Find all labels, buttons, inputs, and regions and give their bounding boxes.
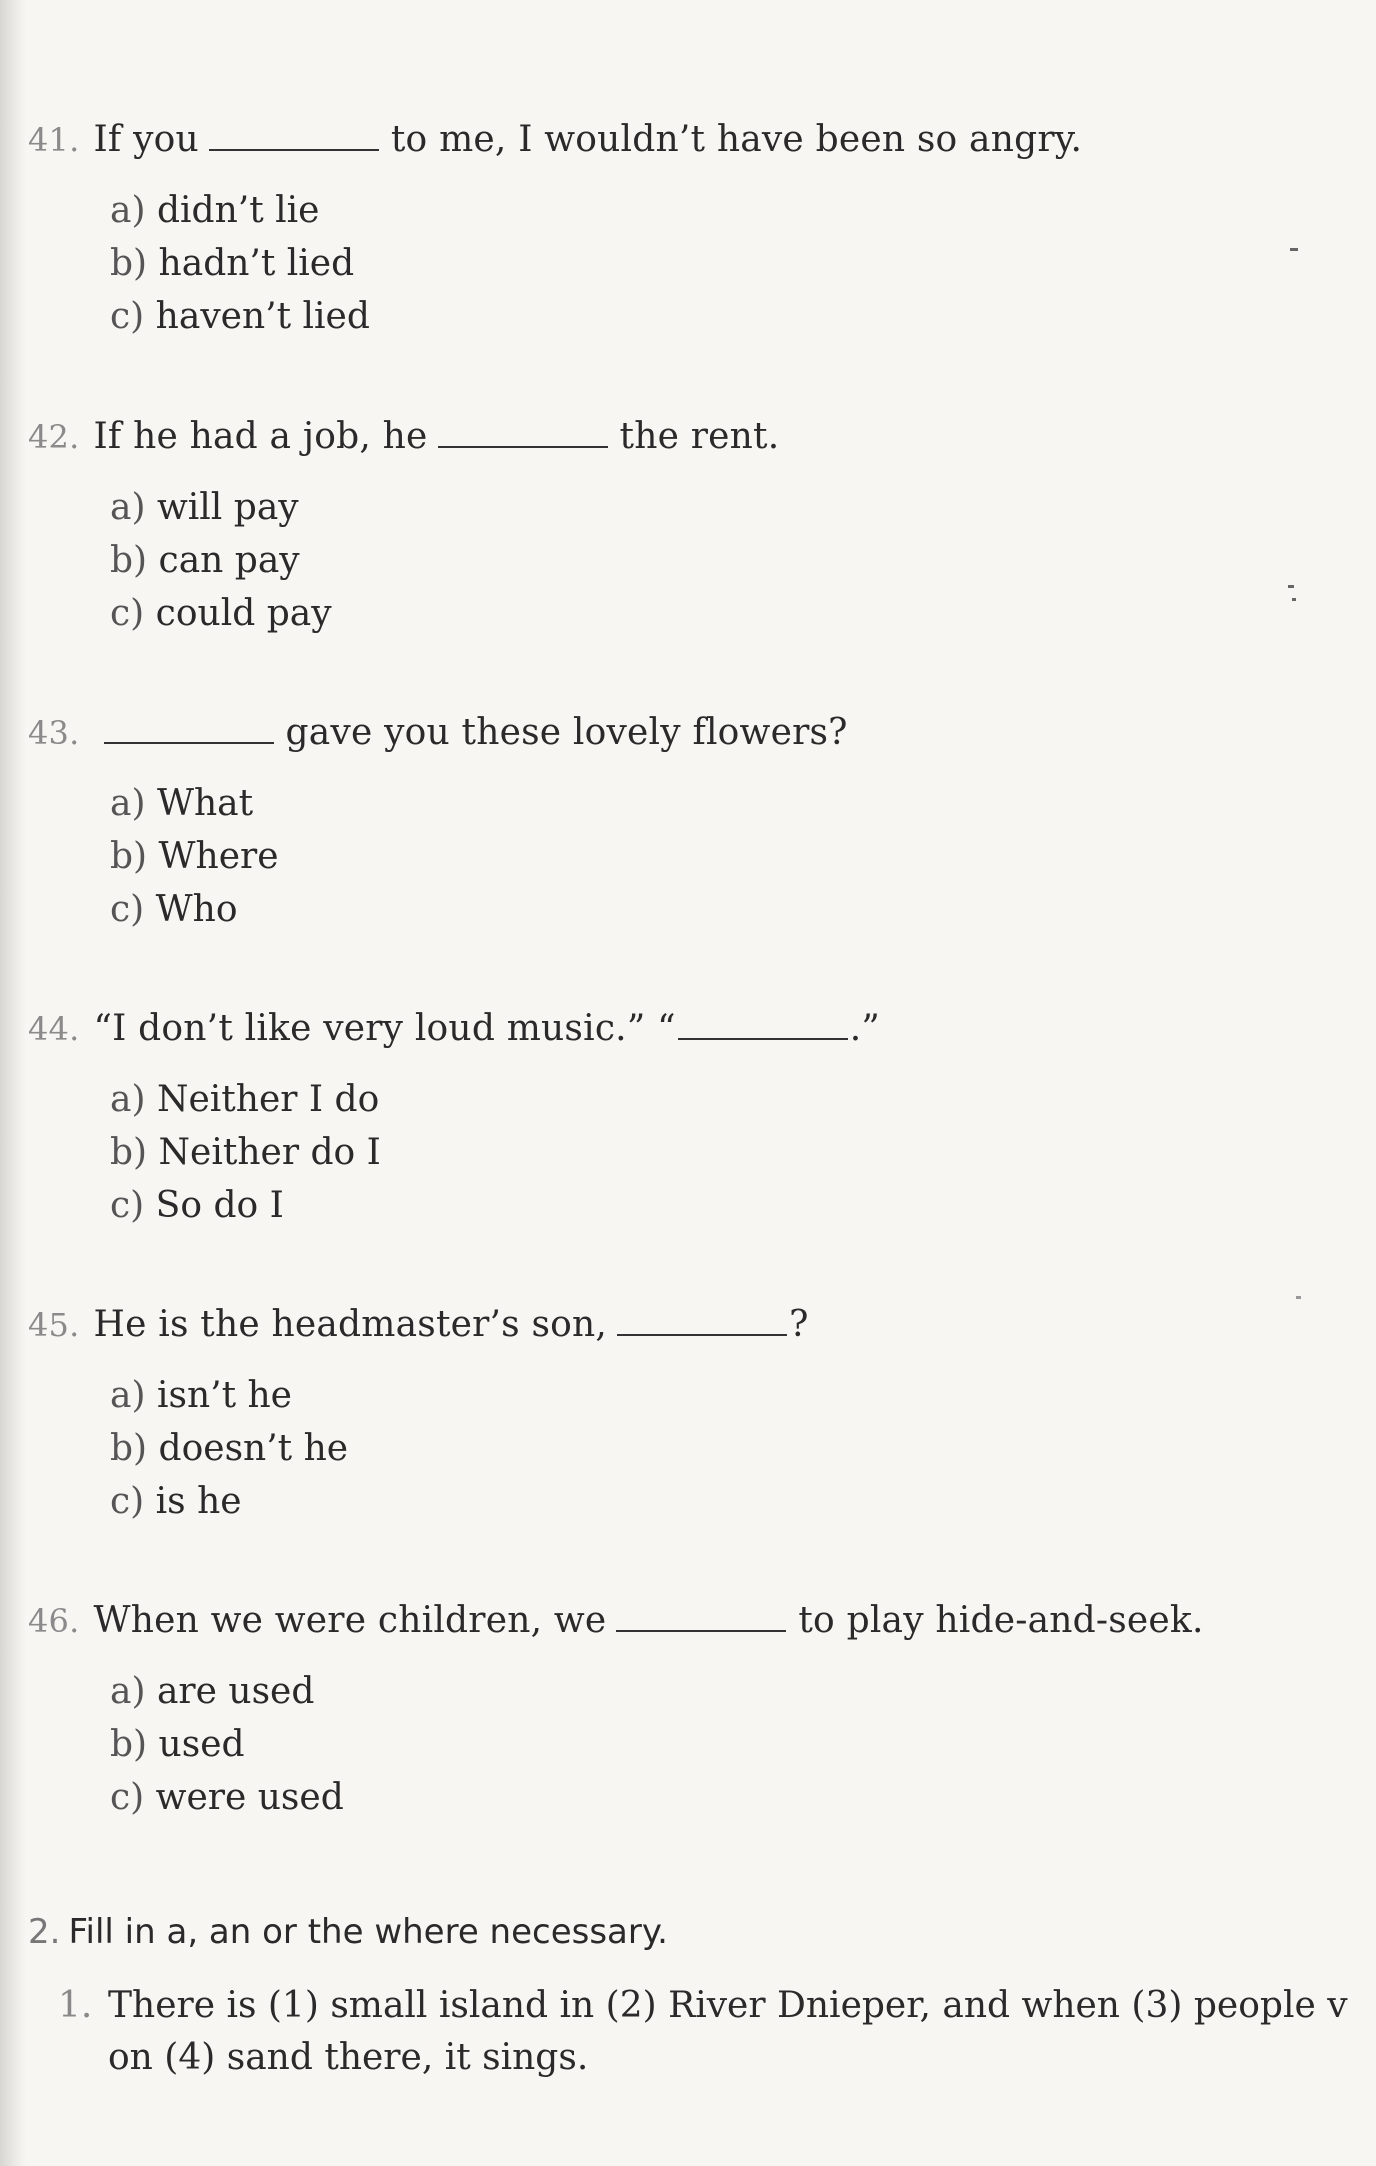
question-text-after: the rent. xyxy=(619,416,780,457)
option-letter: b) xyxy=(110,1428,148,1469)
question-number: 41. xyxy=(28,121,80,159)
options-list xyxy=(28,1369,1358,1528)
option-letter: a) xyxy=(110,1671,146,1712)
question-43 xyxy=(28,708,1358,936)
option-letter: c) xyxy=(110,296,145,337)
option-text: What xyxy=(156,783,254,824)
question-stem xyxy=(28,708,1358,755)
option-text: doesn’t he xyxy=(158,1428,349,1469)
option-letter: a) xyxy=(110,783,146,824)
option-letter: a) xyxy=(110,1079,146,1120)
question-41 xyxy=(28,115,1358,343)
option-a xyxy=(110,777,1358,830)
question-text-after: to play hide-and-seek. xyxy=(798,1600,1204,1641)
option-a xyxy=(110,1073,1358,1126)
question-text-before: When we were children, we xyxy=(93,1600,607,1641)
option-text: Neither do I xyxy=(158,1132,381,1173)
options-list xyxy=(28,184,1358,343)
section-heading xyxy=(28,1910,1358,1954)
section-instruction: Fill in a, an or the where necessary. xyxy=(68,1912,668,1952)
option-a xyxy=(110,481,1358,534)
option-text: is he xyxy=(155,1481,242,1522)
section-number: 2. xyxy=(28,1912,61,1952)
question-text-after: gave you these lovely flowers? xyxy=(285,712,848,753)
option-b xyxy=(110,1126,1358,1179)
question-45 xyxy=(28,1300,1358,1528)
question-number: 42. xyxy=(28,418,80,456)
option-text: didn’t lie xyxy=(156,190,320,231)
question-text-before: “I don’t like very loud music.” “ xyxy=(93,1008,676,1049)
option-letter: c) xyxy=(110,1481,145,1522)
options-list xyxy=(28,777,1358,936)
option-a xyxy=(110,1369,1358,1422)
question-stem xyxy=(28,1004,1358,1051)
option-text: So do I xyxy=(155,1185,284,1226)
option-text: were used xyxy=(155,1777,344,1818)
answer-blank xyxy=(209,115,379,151)
option-letter: a) xyxy=(110,190,146,231)
option-b xyxy=(110,534,1358,587)
question-46 xyxy=(28,1596,1358,1824)
option-letter: b) xyxy=(110,836,148,877)
section-2 xyxy=(28,1910,1358,2084)
option-b xyxy=(110,830,1358,883)
question-number: 43. xyxy=(28,714,80,752)
option-letter: c) xyxy=(110,593,145,634)
option-letter: b) xyxy=(110,1724,148,1765)
option-letter: a) xyxy=(110,1375,146,1416)
question-number: 45. xyxy=(28,1306,80,1344)
question-44 xyxy=(28,1004,1358,1232)
option-text: are used xyxy=(156,1671,315,1712)
scan-speck xyxy=(1290,248,1298,251)
scan-speck xyxy=(1292,598,1296,601)
option-b xyxy=(110,1422,1358,1475)
option-text: can pay xyxy=(158,540,300,581)
option-text: hadn’t lied xyxy=(158,243,355,284)
question-number: 46. xyxy=(28,1602,80,1640)
question-text-before: He is the headmaster’s son, xyxy=(93,1304,608,1345)
scan-speck xyxy=(1288,585,1294,588)
option-c xyxy=(110,883,1358,936)
question-text-before: If you xyxy=(93,119,199,160)
option-b xyxy=(110,1718,1358,1771)
item-number: 1. xyxy=(58,1985,93,2026)
question-42 xyxy=(28,412,1358,640)
option-c xyxy=(110,1475,1358,1528)
options-list xyxy=(28,481,1358,640)
option-text: used xyxy=(158,1724,245,1765)
scan-speck xyxy=(1296,1296,1301,1299)
question-stem xyxy=(28,412,1358,459)
option-letter: b) xyxy=(110,540,148,581)
option-text: isn’t he xyxy=(156,1375,292,1416)
option-letter: b) xyxy=(110,243,148,284)
answer-blank xyxy=(104,708,274,744)
item-line-1: There is (1) small island in (2) River Dnieper, and when (3) people v xyxy=(108,1985,1348,2026)
option-text: could pay xyxy=(155,593,332,634)
question-stem xyxy=(28,1300,1358,1347)
options-list xyxy=(28,1665,1358,1824)
option-text: haven’t lied xyxy=(155,296,370,337)
option-c xyxy=(110,1771,1358,1824)
option-c xyxy=(110,290,1358,343)
option-letter: a) xyxy=(110,487,146,528)
option-a xyxy=(110,184,1358,237)
question-text-after: .” xyxy=(849,1008,880,1049)
question-text-after: to me, I wouldn’t have been so angry. xyxy=(390,119,1083,160)
answer-blank xyxy=(438,412,608,448)
question-text-before: If he had a job, he xyxy=(93,416,428,457)
question-stem xyxy=(28,115,1358,162)
answer-blank xyxy=(616,1596,786,1632)
option-letter: c) xyxy=(110,1777,145,1818)
option-letter: c) xyxy=(110,889,145,930)
option-letter: b) xyxy=(110,1132,148,1173)
option-text: Where xyxy=(158,836,279,877)
question-stem xyxy=(28,1596,1358,1643)
option-text: Neither I do xyxy=(156,1079,380,1120)
exercise-item-1 xyxy=(28,1980,1358,2084)
option-b xyxy=(110,237,1358,290)
answer-blank xyxy=(678,1004,848,1040)
question-text-after: ? xyxy=(789,1304,809,1345)
options-list xyxy=(28,1073,1358,1232)
option-c xyxy=(110,587,1358,640)
option-a xyxy=(110,1665,1358,1718)
option-c xyxy=(110,1179,1358,1232)
answer-blank xyxy=(617,1300,787,1336)
option-text: will pay xyxy=(156,487,299,528)
option-text: Who xyxy=(155,889,238,930)
item-line-2: on (4) sand there, it sings. xyxy=(108,2037,589,2078)
question-number: 44. xyxy=(28,1010,80,1048)
option-letter: c) xyxy=(110,1185,145,1226)
